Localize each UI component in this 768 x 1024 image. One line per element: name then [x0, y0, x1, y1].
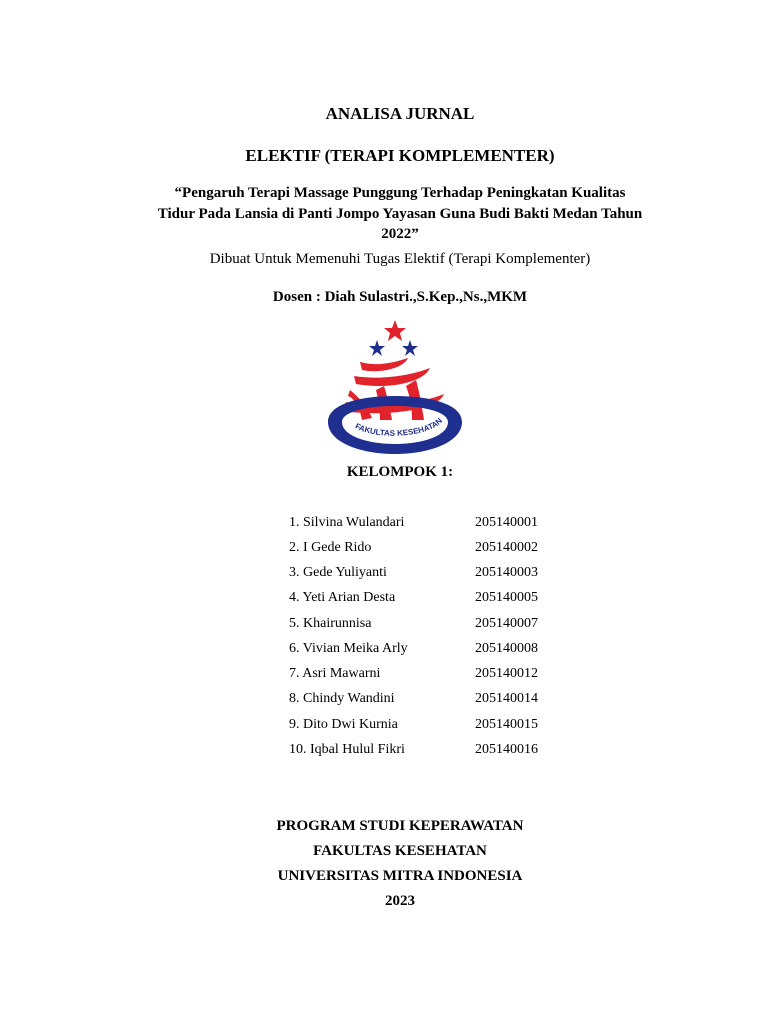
- blue-star-right-icon: [402, 340, 418, 356]
- blue-ring-band: [328, 396, 462, 454]
- list-item: [0, 565, 768, 585]
- member-nim: 205140007: [475, 616, 538, 631]
- group-label: KELOMPOK 1:: [346, 464, 454, 480]
- blue-star-left-icon: [369, 340, 385, 356]
- journal-title-line-2: Tidur Pada Lansia di Panti Jompo Yayasan Guna Budi Bakti Medan Tahun: [157, 206, 643, 222]
- list-item: [0, 742, 768, 762]
- member-name: 2. I Gede Rido: [289, 540, 372, 555]
- member-nim: 205140005: [475, 590, 538, 605]
- member-name: 10. Iqbal Hulul Fikri: [289, 742, 405, 757]
- university-name: UNIVERSITAS MITRA INDONESIA: [277, 868, 523, 884]
- journal-title-line-1: “Pengaruh Terapi Massage Punggung Terhadap Peningkatan Kualitas: [174, 185, 626, 201]
- list-item: [0, 616, 768, 636]
- document-subtitle: ELEKTIF (TERAPI KOMPLEMENTER): [245, 146, 555, 165]
- member-name: 9. Dito Dwi Kurnia: [289, 717, 398, 732]
- member-nim: 205140015: [475, 717, 538, 732]
- member-nim: 205140014: [475, 691, 538, 706]
- member-nim: 205140016: [475, 742, 538, 757]
- year: 2023: [385, 893, 415, 909]
- list-item: [0, 691, 768, 711]
- member-name: 5. Khairunnisa: [289, 616, 372, 631]
- member-name: 3. Gede Yuliyanti: [289, 565, 387, 580]
- journal-title-line-3: 2022”: [381, 226, 419, 242]
- ribbon-mark: [346, 358, 444, 420]
- member-name: 4. Yeti Arian Desta: [289, 590, 396, 605]
- member-nim: 205140001: [475, 515, 538, 530]
- member-name: 6. Vivian Meika Arly: [289, 641, 408, 656]
- red-star-icon: [384, 320, 406, 341]
- faculty-name: FAKULTAS KESEHATAN: [313, 843, 487, 859]
- list-item: [0, 515, 768, 535]
- member-name: 7. Asri Mawarni: [289, 666, 381, 681]
- list-item: [0, 641, 768, 661]
- member-name: 1. Silvina Wulandari: [289, 515, 405, 530]
- member-name: 8. Chindy Wandini: [289, 691, 395, 706]
- logo-text: FAKULTAS KESEHATAN: [353, 416, 445, 438]
- list-item: [0, 540, 768, 560]
- member-nim: 205140008: [475, 641, 538, 656]
- document-title: ANALISA JURNAL: [325, 104, 475, 123]
- program-name: PROGRAM STUDI KEPERAWATAN: [276, 818, 524, 834]
- purpose-statement: Dibuat Untuk Memenuhi Tugas Elektif (Terapi Komplementer): [209, 251, 591, 267]
- member-nim: 205140002: [475, 540, 538, 555]
- list-item: [0, 666, 768, 686]
- lecturer-line: Dosen : Diah Sulastri.,S.Kep.,Ns.,MKM: [272, 289, 528, 305]
- list-item: [0, 717, 768, 737]
- member-nim: 205140003: [475, 565, 538, 580]
- list-item: [0, 590, 768, 610]
- faculty-logo: [320, 318, 470, 456]
- member-nim: 205140012: [475, 666, 538, 681]
